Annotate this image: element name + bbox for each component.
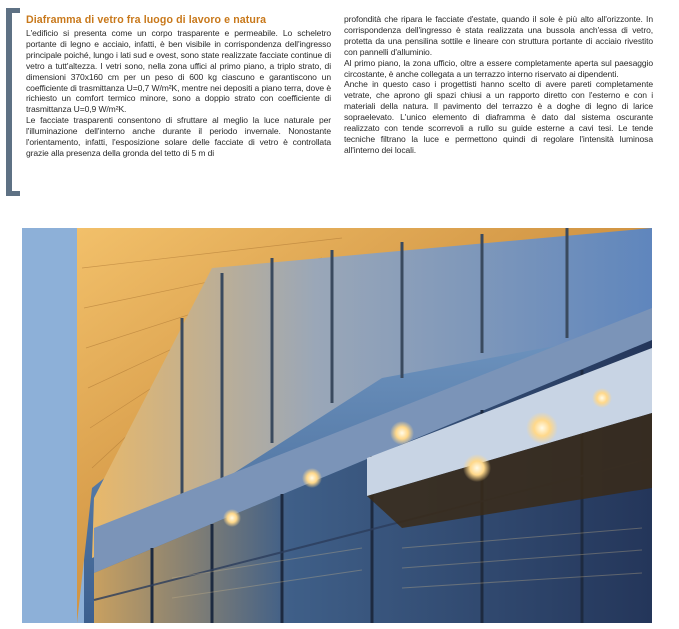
section-bracket <box>6 8 20 196</box>
paragraph: Le facciate trasparenti consentono di sfruttare al meglio la luce naturale per l'illuminazione dell'interno anche durante il periodo invernale. Nonostante l'orientamento, infatti, l'esposizione solare delle facciate di vetro è controllata grazie alla presenza della gronda del tetto di 5 m di <box>26 115 331 158</box>
paragraph: profondità che ripara le facciate d'estate, quando il sole è più alto all'orizzonte. In corrispondenza dell'ingresso è stata realizzata una bussola anch'essa di vetro, protetta da una pensilina sottile e lineare con struttura portante di acciaio rivestito con pannelli d'alluminio. <box>344 14 653 57</box>
building-facade-photo <box>22 228 652 623</box>
article-title: Diaframma di vetro fra luogo di lavoro e natura <box>26 14 267 26</box>
paragraph: Anche in questo caso i progettisti hanno scelto di avere pareti completamente vetrate, che aprono gli spazi chiusi a un rapporto diretto con l'esterno e con i materiali della natura. Il pavimento del terrazzo è a doghe di legno di larice sopraelevato. L'unico elemento di diaframma è dato dal sistema oscurante realizzato con tende scorrevoli a rullo su guide esterne a cavi tesi. Le tende tecniche filtrano la luce e permettono quindi di regolare l'intensità luminosa all'interno dei locali. <box>344 79 653 155</box>
paragraph: Al primo piano, la zona ufficio, oltre a essere completamente aperta sul paesaggio circostante, è anche collegata a un terrazzo interno riservato ai dipendenti. <box>344 57 653 79</box>
paragraph: L'edificio si presenta come un corpo trasparente e permeabile. Lo scheletro portante di legno e acciaio, infatti, è ben visibile in corrispondenza dell'ingresso principale poiché, lungo i lati sud e ovest, sono state realizzate facciate continue di vetro a tutt'altezza. I vetri sono, nella zona uffici al primo piano, a triplo strato, di dimensioni 370x160 cm per un peso di 600 kg ciascuno e garantiscono un coefficiente di trasmittanza U=0,7 W/m²K, mentre nei depositi a piano terra, dove è richiesto un comfort termico minore, sono a doppio strato con coefficiente di trasmittanza U=0,9 W/m²K. <box>26 28 331 115</box>
article-left-column <box>26 28 331 159</box>
article-right-column <box>344 14 653 156</box>
